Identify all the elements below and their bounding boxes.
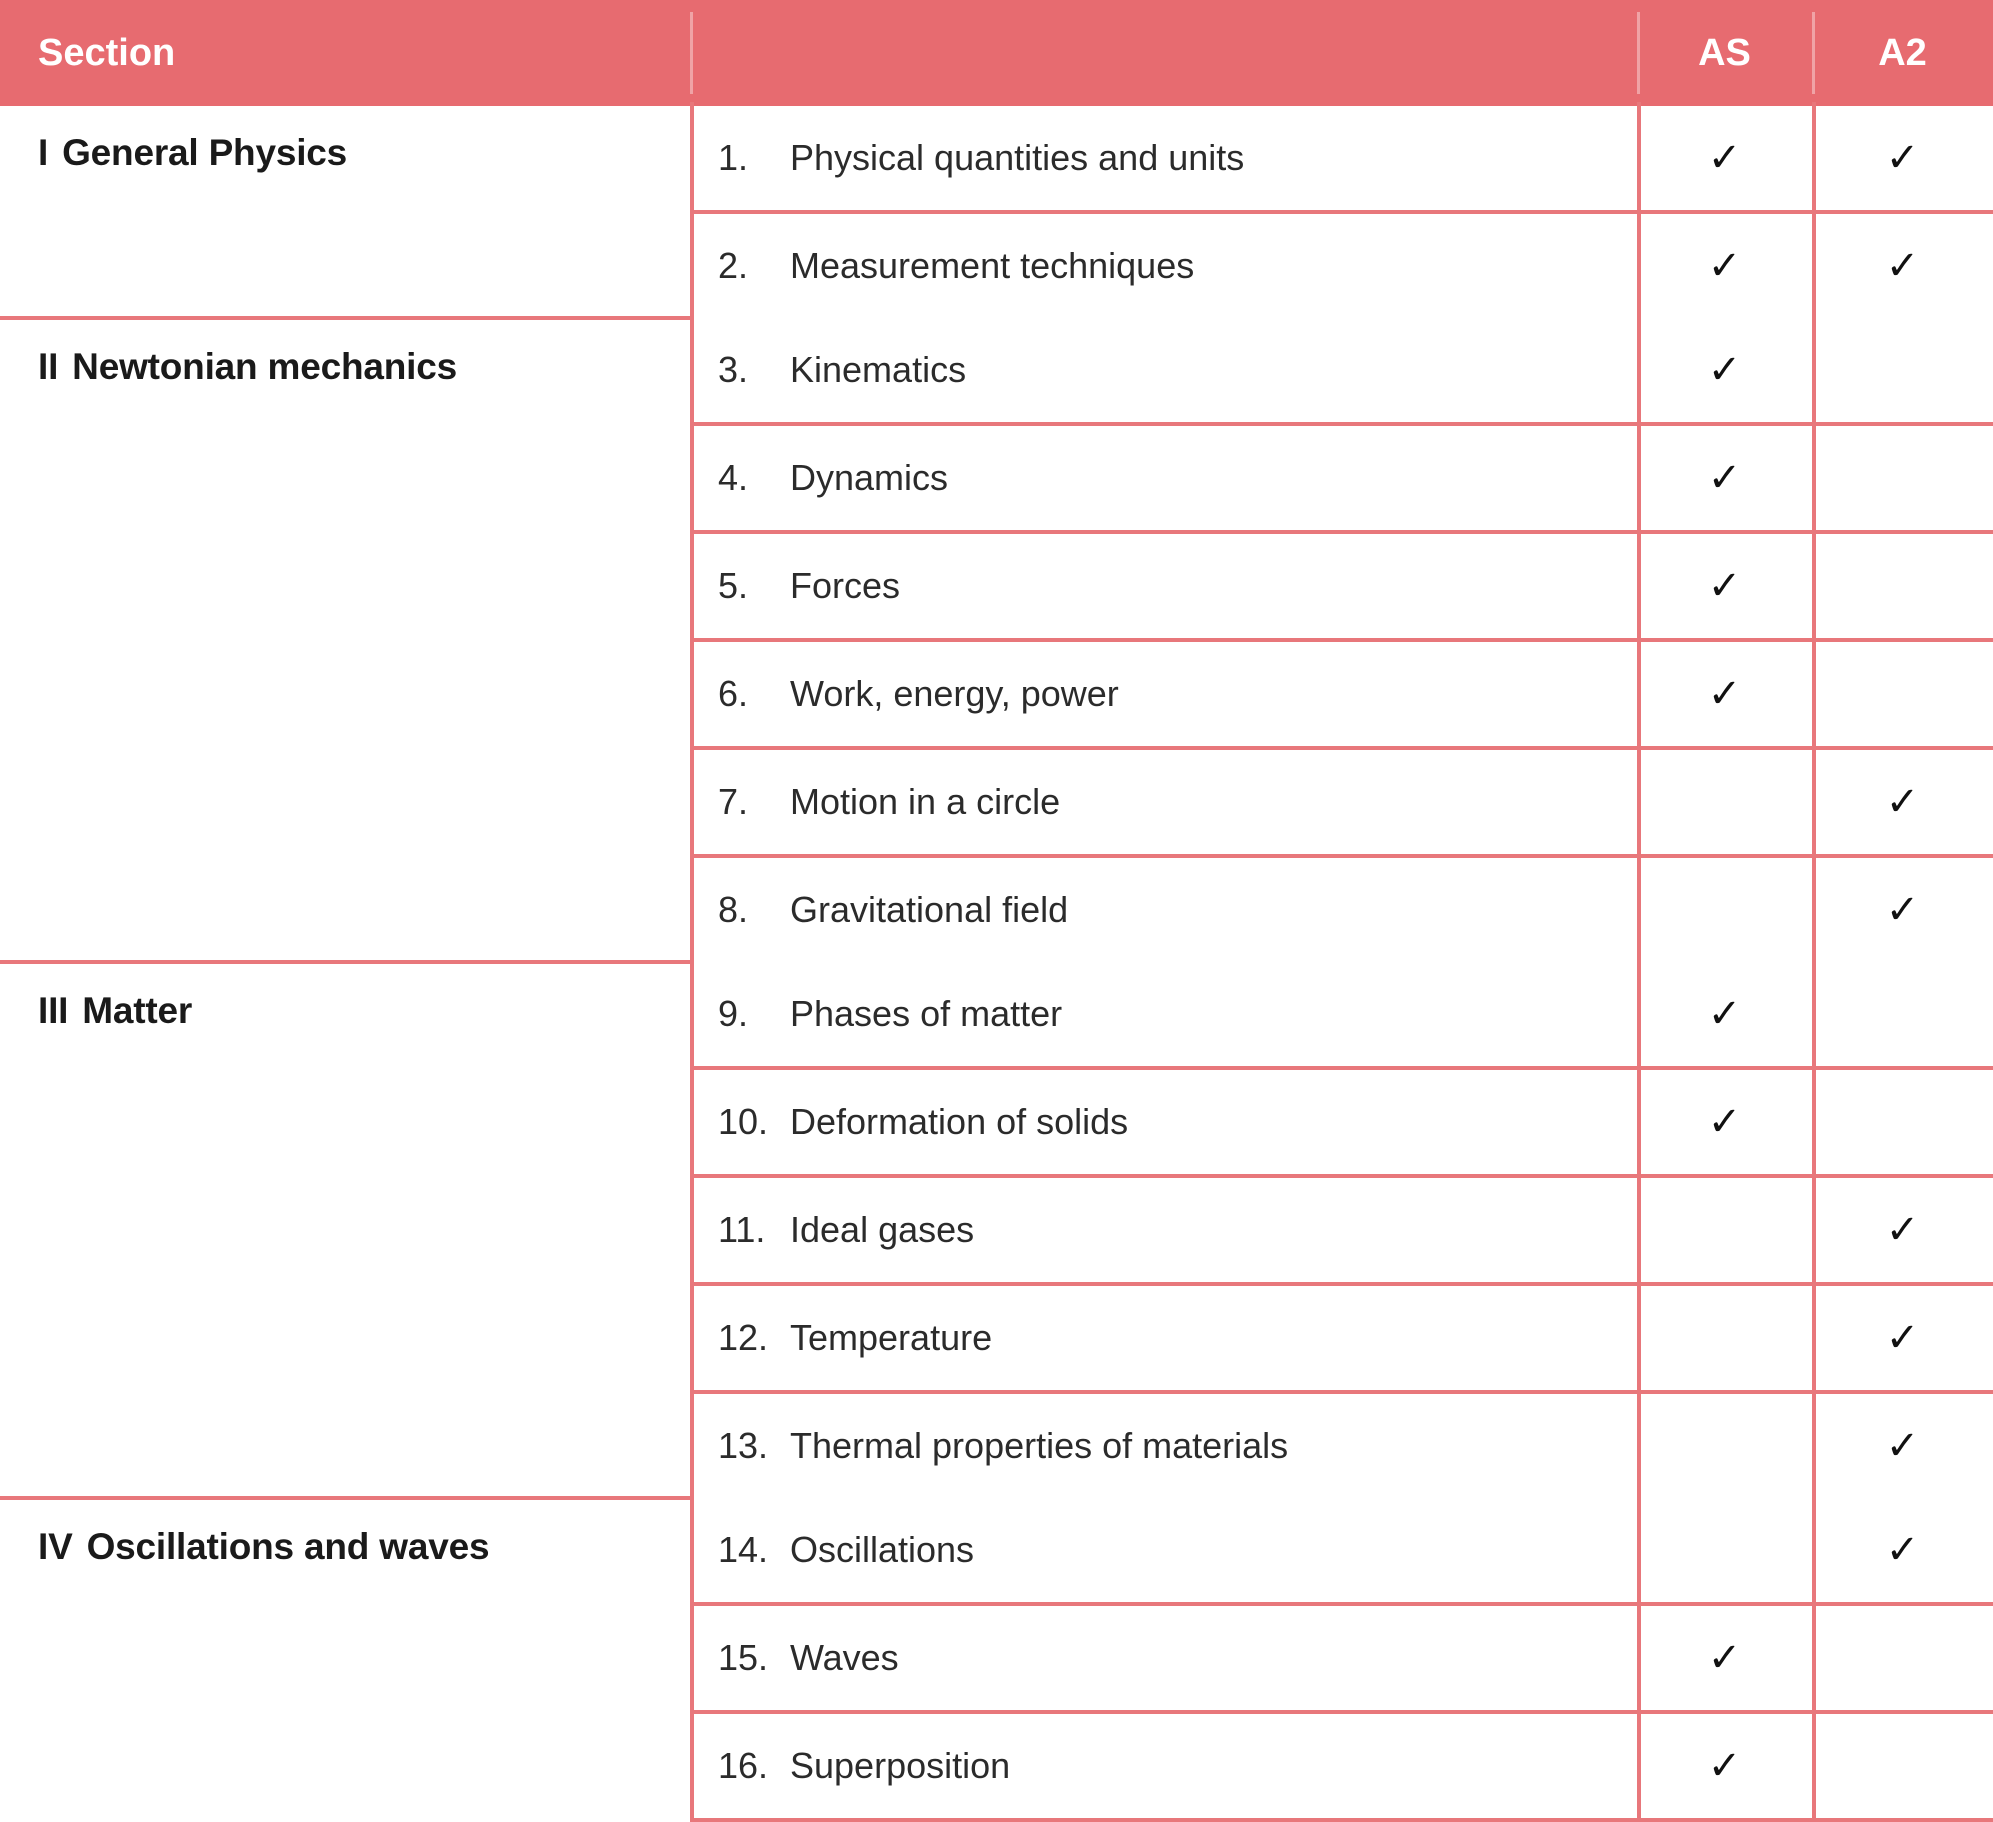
header-row: [0, 0, 1993, 106]
topic-inner: [690, 349, 1617, 391]
topic-number: 10.: [718, 1101, 769, 1142]
topic-label: Dynamics: [790, 457, 949, 498]
table-row: [0, 318, 1993, 424]
a2-cell: [1812, 962, 1993, 1068]
topic-cell: [690, 1604, 1637, 1712]
topic-inner: [690, 245, 1617, 287]
section-name: Matter: [82, 990, 193, 1031]
topic-number: 5.: [718, 565, 749, 606]
as-cell: [1637, 212, 1812, 318]
a2-cell: [1812, 1712, 1993, 1820]
section-name: Newtonian mechanics: [72, 346, 457, 387]
topic-label: Superposition: [790, 1745, 1011, 1786]
topic-cell: [690, 1068, 1637, 1176]
topic-inner: [690, 1317, 1617, 1359]
topic-number: 15.: [718, 1637, 769, 1678]
checkmark-icon: ✓: [1707, 1743, 1742, 1788]
section-roman-numeral: II: [38, 346, 59, 387]
table-body: [0, 106, 1993, 1820]
as-cell: [1637, 748, 1812, 856]
a2-cell: [1812, 318, 1993, 424]
column-header-as: AS: [1637, 0, 1812, 106]
checkmark-icon: ✓: [1885, 1207, 1920, 1252]
a2-cell: [1812, 424, 1993, 532]
a2-cell: [1812, 748, 1993, 856]
a2-cell: [1812, 1176, 1993, 1284]
section-cell: [0, 962, 690, 1498]
topic-cell: [690, 748, 1637, 856]
topic-label: Thermal properties of materials: [790, 1425, 1289, 1466]
topic-label: Physical quantities and units: [790, 137, 1245, 178]
checkmark-icon: ✓: [1707, 671, 1742, 716]
topic-cell: [690, 532, 1637, 640]
topic-number: 6.: [718, 673, 749, 714]
as-cell: [1637, 1068, 1812, 1176]
topic-inner: [690, 1529, 1617, 1571]
a2-cell: [1812, 1604, 1993, 1712]
topic-label: Temperature: [790, 1317, 993, 1358]
a2-cell: [1812, 640, 1993, 748]
topic-inner: [690, 1209, 1617, 1251]
as-cell: [1637, 1604, 1812, 1712]
topic-label: Phases of matter: [790, 993, 1063, 1034]
topic-cell: [690, 962, 1637, 1068]
topic-number: 1.: [718, 137, 749, 178]
topic-number: 4.: [718, 457, 749, 498]
topic-cell: [690, 1284, 1637, 1392]
topic-label: Oscillations: [790, 1529, 975, 1570]
topic-number: 16.: [718, 1745, 769, 1786]
topic-inner: [690, 889, 1617, 931]
table-row: [0, 106, 1993, 212]
checkmark-icon: ✓: [1707, 243, 1742, 288]
topic-label: Gravitational field: [790, 889, 1069, 930]
as-cell: [1637, 1712, 1812, 1820]
topic-inner: [690, 565, 1617, 607]
topic-inner: [690, 457, 1617, 499]
checkmark-icon: ✓: [1707, 563, 1742, 608]
table-header: [0, 0, 1993, 106]
topic-label: Deformation of solids: [790, 1101, 1129, 1142]
as-cell: [1637, 640, 1812, 748]
column-header-topic: [690, 0, 1637, 106]
topic-cell: [690, 1712, 1637, 1820]
topic-inner: [690, 137, 1617, 179]
topic-number: 13.: [718, 1425, 769, 1466]
topic-number: 2.: [718, 245, 749, 286]
topic-cell: [690, 106, 1637, 212]
a2-cell: [1812, 212, 1993, 318]
topic-inner: [690, 1101, 1617, 1143]
table-row: [0, 1498, 1993, 1604]
topic-number: 9.: [718, 993, 749, 1034]
topic-label: Motion in a circle: [790, 781, 1061, 822]
as-cell: [1637, 962, 1812, 1068]
a2-cell: [1812, 1392, 1993, 1498]
column-header-a2: A2: [1812, 0, 1993, 106]
checkmark-icon: ✓: [1885, 135, 1920, 180]
topic-number: 7.: [718, 781, 749, 822]
checkmark-icon: ✓: [1707, 1099, 1742, 1144]
topic-cell: [690, 856, 1637, 962]
as-cell: [1637, 1284, 1812, 1392]
checkmark-icon: ✓: [1885, 243, 1920, 288]
topic-label: Ideal gases: [790, 1209, 975, 1250]
a2-cell: [1812, 532, 1993, 640]
topic-inner: [690, 993, 1617, 1035]
section-roman-numeral: I: [38, 132, 49, 173]
section-cell: [0, 106, 690, 318]
checkmark-icon: ✓: [1707, 455, 1742, 500]
topic-number: 8.: [718, 889, 749, 930]
section-roman-numeral: IV: [38, 1526, 73, 1567]
topic-cell: [690, 1392, 1637, 1498]
checkmark-icon: ✓: [1885, 1423, 1920, 1468]
a2-cell: [1812, 856, 1993, 962]
checkmark-icon: ✓: [1885, 887, 1920, 932]
topic-label: Measurement techniques: [790, 245, 1195, 286]
table-row: [0, 962, 1993, 1068]
section-cell: [0, 318, 690, 962]
section-name: Oscillations and waves: [86, 1526, 490, 1567]
checkmark-icon: ✓: [1707, 1635, 1742, 1680]
a2-cell: [1812, 106, 1993, 212]
as-cell: [1637, 1498, 1812, 1604]
as-cell: [1637, 532, 1812, 640]
topic-cell: [690, 318, 1637, 424]
topic-cell: [690, 212, 1637, 318]
topic-inner: [690, 1745, 1617, 1787]
checkmark-icon: ✓: [1707, 991, 1742, 1036]
as-cell: [1637, 106, 1812, 212]
topic-label: Kinematics: [790, 349, 967, 390]
topic-label: Forces: [790, 565, 901, 606]
topic-inner: [690, 781, 1617, 823]
topic-cell: [690, 424, 1637, 532]
topic-cell: [690, 1176, 1637, 1284]
topic-label: Waves: [790, 1637, 899, 1678]
checkmark-icon: ✓: [1885, 1527, 1920, 1572]
topic-number: 14.: [718, 1529, 769, 1570]
topic-number: 3.: [718, 349, 749, 390]
as-cell: [1637, 856, 1812, 962]
topic-number: 11.: [718, 1209, 766, 1250]
topic-cell: [690, 1498, 1637, 1604]
checkmark-icon: ✓: [1707, 135, 1742, 180]
topic-label: Work, energy, power: [790, 673, 1119, 714]
a2-cell: [1812, 1498, 1993, 1604]
checkmark-icon: ✓: [1885, 779, 1920, 824]
section-roman-numeral: III: [38, 990, 69, 1031]
as-cell: [1637, 424, 1812, 532]
section-name: General Physics: [62, 132, 348, 173]
section-cell: [0, 1498, 690, 1820]
topic-inner: [690, 1425, 1617, 1467]
as-cell: [1637, 1392, 1812, 1498]
topic-cell: [690, 640, 1637, 748]
as-cell: [1637, 318, 1812, 424]
a2-cell: [1812, 1284, 1993, 1392]
a2-cell: [1812, 1068, 1993, 1176]
column-header-section: Section: [0, 0, 690, 106]
as-cell: [1637, 1176, 1812, 1284]
topic-number: 12.: [718, 1317, 769, 1358]
checkmark-icon: ✓: [1707, 347, 1742, 392]
checkmark-icon: ✓: [1885, 1315, 1920, 1360]
topic-inner: [690, 1637, 1617, 1679]
topic-inner: [690, 673, 1617, 715]
